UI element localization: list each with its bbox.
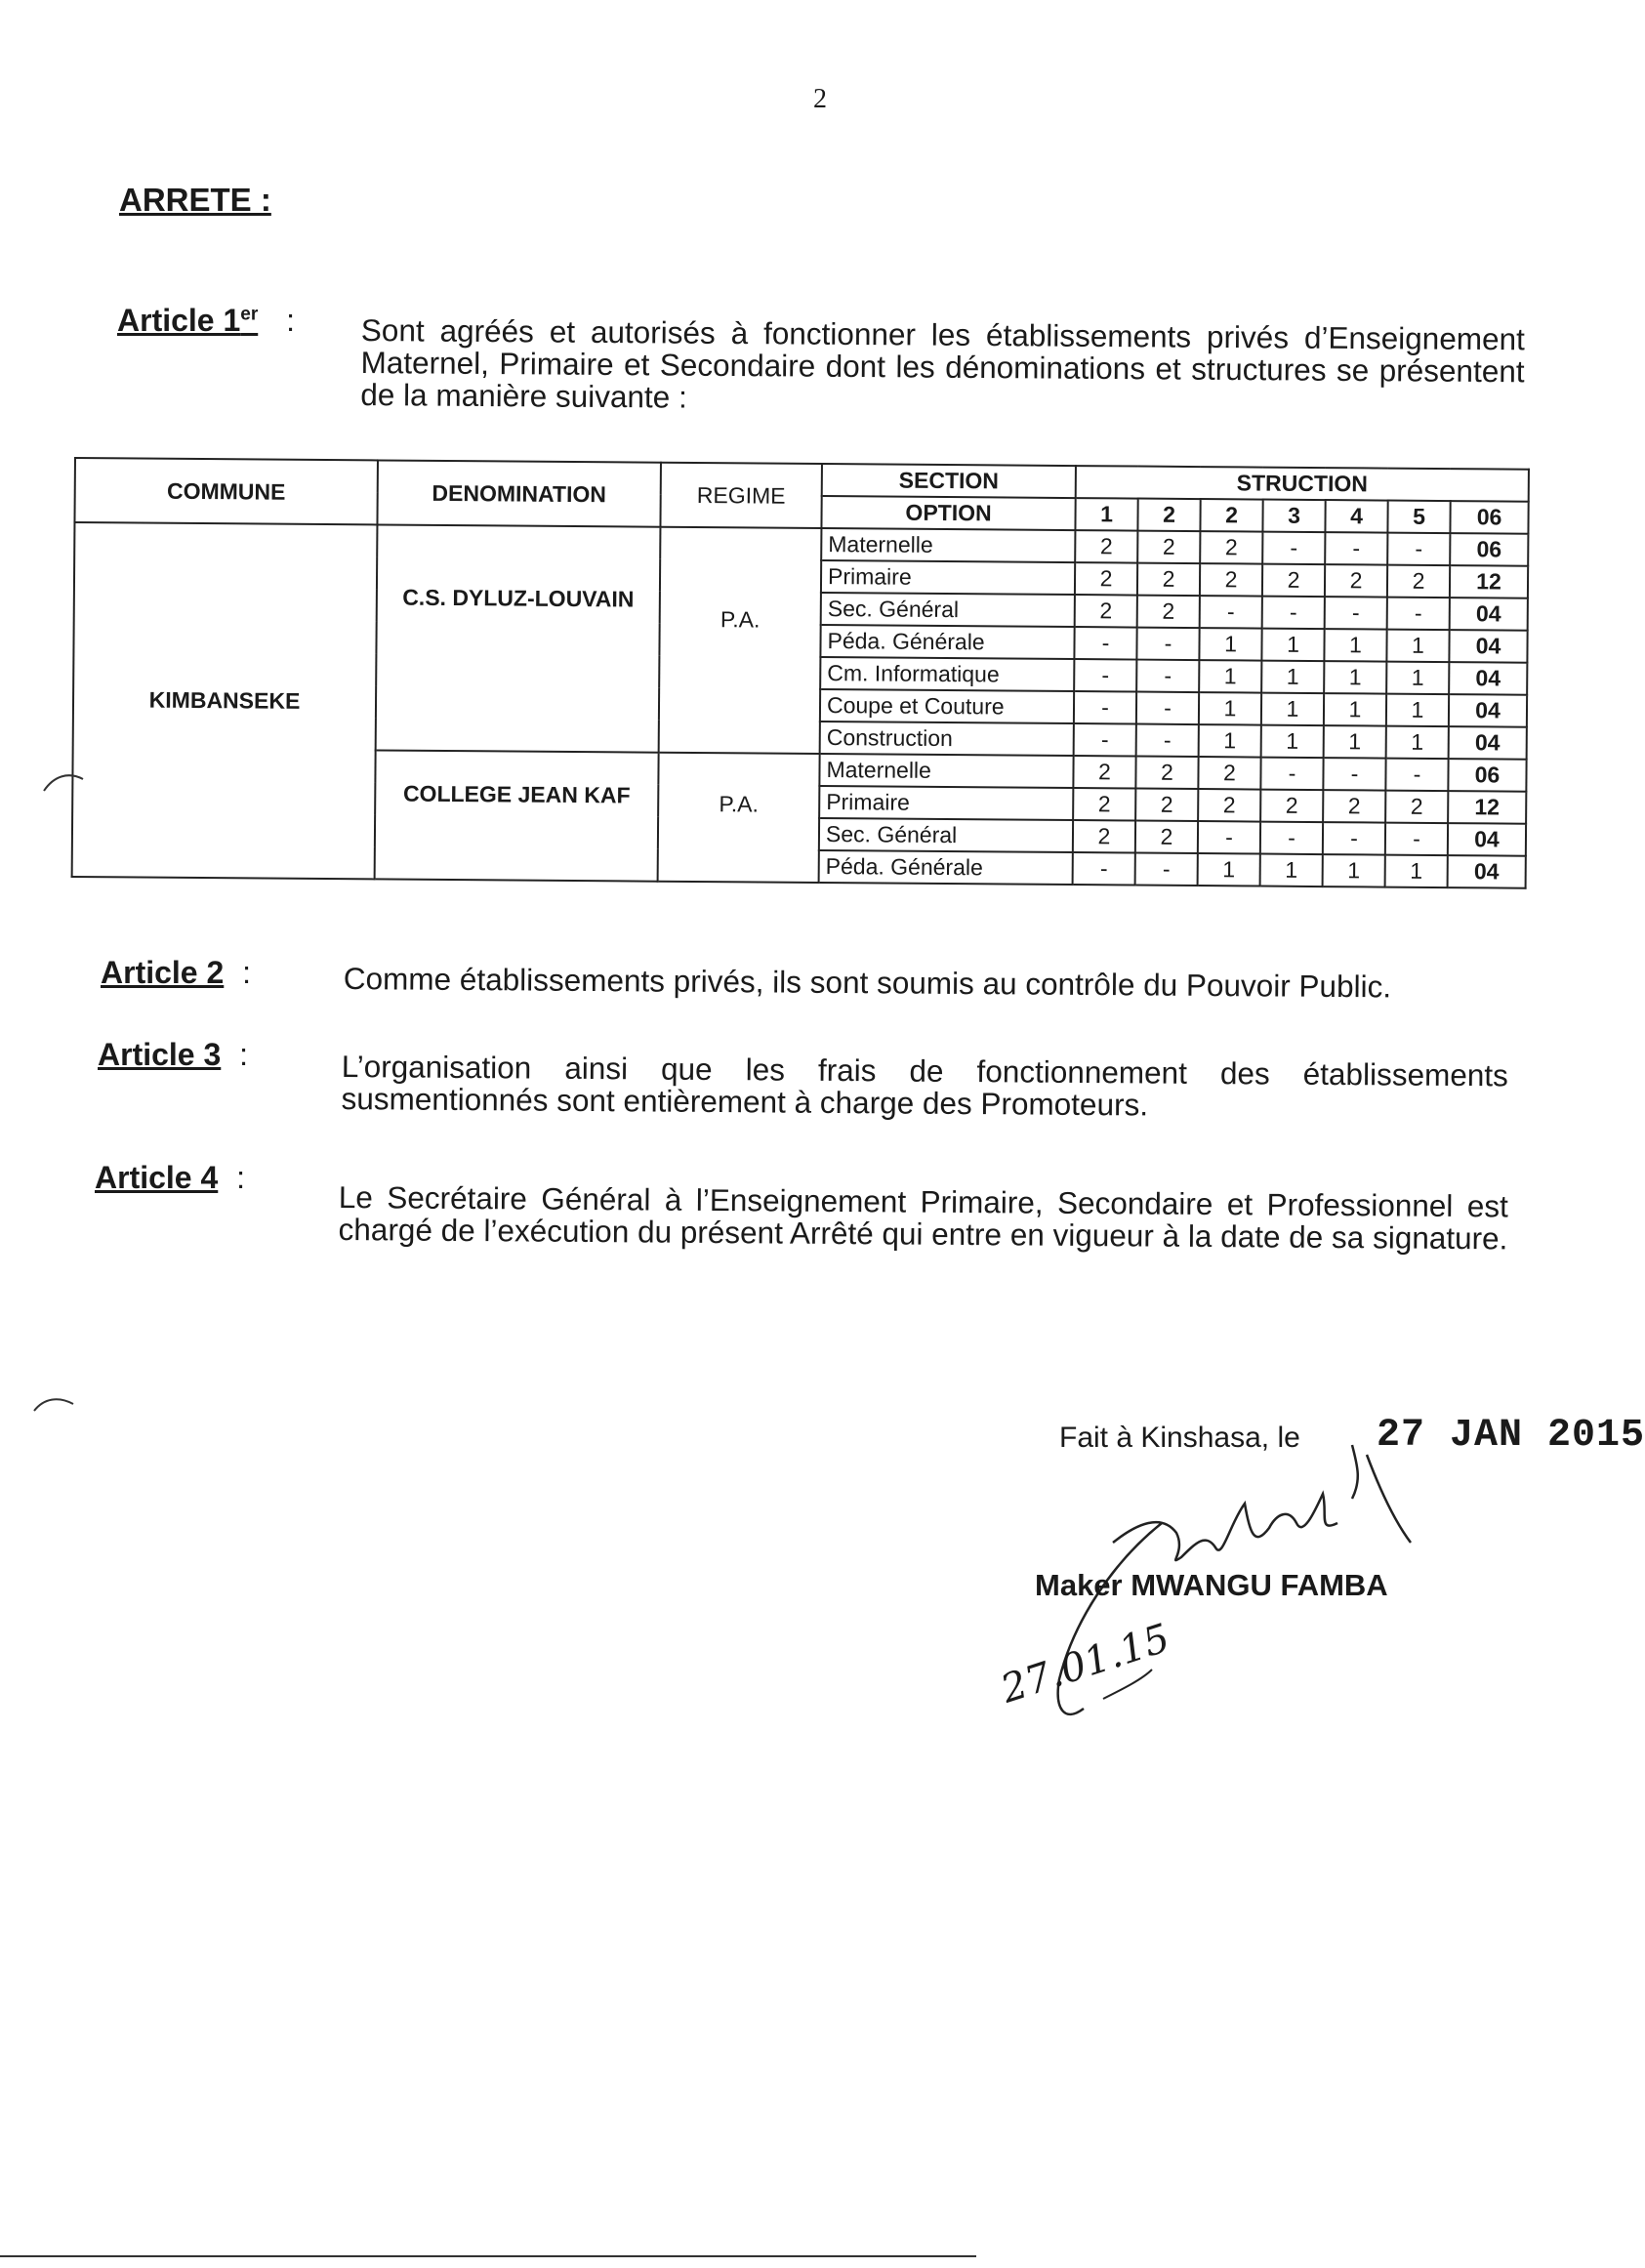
level-value-cell: 2	[1135, 757, 1198, 790]
article-1-label-sup: er	[240, 304, 259, 325]
article-1-label	[117, 303, 295, 339]
article-1-text: Sont agréés et autorisés à fonctionner les établissements privés d’Enseignement Maternel, Primaire et Secondaire dont les dénominations et structures se présentent de la manière suivante :	[360, 312, 1525, 415]
header-level: 5	[1387, 501, 1450, 534]
level-value-cell: -	[1325, 532, 1387, 565]
header-level: 06	[1450, 501, 1528, 534]
level-value-cell: 2	[1200, 531, 1262, 564]
option-cell: Sec. Général	[819, 818, 1073, 852]
total-cell: 04	[1449, 726, 1527, 760]
level-value-cell: -	[1387, 598, 1450, 631]
article-4-colon: :	[236, 1160, 246, 1195]
option-cell: Péda. Générale	[820, 625, 1074, 659]
level-value-cell: 1	[1386, 662, 1449, 695]
level-value-cell: 1	[1323, 854, 1385, 887]
level-value-cell: 2	[1135, 821, 1198, 854]
level-value-cell: -	[1074, 659, 1136, 692]
level-value-cell: 2	[1198, 789, 1260, 822]
header-commune: COMMUNE	[74, 458, 378, 524]
header-level: 4	[1325, 500, 1387, 533]
handwritten-date: 27.01.15	[996, 1615, 1175, 1712]
level-value-cell: 2	[1198, 757, 1260, 790]
article-4-label-text: Article 4	[95, 1160, 219, 1195]
level-value-cell: 1	[1261, 629, 1324, 662]
level-value-cell: 1	[1199, 660, 1261, 693]
regime-cell: P.A.	[659, 527, 822, 754]
total-cell: 04	[1449, 662, 1527, 695]
level-value-cell: 1	[1324, 693, 1386, 726]
article-3-colon: :	[239, 1037, 249, 1072]
level-value-cell: 1	[1199, 692, 1261, 725]
signatory-name: Maker MWANGU FAMBA	[1035, 1568, 1388, 1602]
article-3-label	[98, 1037, 248, 1073]
level-value-cell: 1	[1386, 694, 1449, 727]
header-regime: REGIME	[660, 463, 822, 528]
level-value-cell: 2	[1073, 788, 1135, 821]
level-value-cell: 1	[1324, 725, 1386, 759]
level-value-cell: 1	[1385, 855, 1448, 888]
total-cell: 04	[1450, 598, 1528, 631]
option-cell: Cm. Informatique	[820, 657, 1074, 691]
level-value-cell: 2	[1385, 791, 1448, 824]
level-value-cell: -	[1260, 758, 1323, 791]
option-cell: Primaire	[821, 560, 1075, 595]
option-cell: Primaire	[819, 786, 1073, 820]
place-date: Fait à Kinshasa, le	[1059, 1422, 1300, 1454]
level-value-cell: -	[1385, 759, 1448, 792]
level-value-cell: -	[1136, 692, 1199, 725]
level-value-cell: -	[1323, 758, 1385, 791]
structure-table-container	[71, 457, 1530, 889]
regime-cell: P.A.	[658, 753, 820, 883]
article-4-label	[95, 1160, 245, 1196]
header-level: 2	[1137, 499, 1200, 532]
level-value-cell: 2	[1075, 595, 1137, 628]
level-value-cell: 2	[1075, 530, 1137, 563]
total-cell: 06	[1450, 533, 1528, 566]
school-name-cell: C.S. DYLUZ-LOUVAIN	[376, 524, 661, 752]
level-value-cell: 2	[1075, 562, 1137, 596]
level-value-cell: 2	[1323, 790, 1385, 823]
total-cell: 04	[1448, 823, 1526, 856]
level-value-cell: 2	[1260, 790, 1323, 823]
level-value-cell: -	[1262, 597, 1325, 630]
bottom-rule	[0, 2255, 976, 2257]
level-value-cell: 2	[1135, 789, 1198, 822]
level-value-cell: -	[1074, 627, 1136, 660]
article-1-label-text: Article 1	[117, 303, 241, 338]
level-value-cell: -	[1073, 852, 1135, 886]
level-value-cell: 1	[1260, 854, 1323, 887]
document-heading: ARRETE :	[119, 182, 271, 218]
level-value-cell: 1	[1199, 628, 1261, 661]
article-3-text: L’organisation ainsi que les frais de fonctionnement des établissements susmentionnés sont entièrement à charge des Promoteurs.	[341, 1049, 1508, 1123]
option-cell: Sec. Général	[821, 593, 1075, 627]
level-value-cell: -	[1135, 853, 1198, 887]
level-value-cell: -	[1385, 823, 1448, 856]
level-value-cell: 2	[1137, 596, 1200, 629]
level-value-cell: 1	[1324, 629, 1386, 662]
level-value-cell: 1	[1261, 693, 1324, 726]
level-value-cell: -	[1136, 628, 1199, 661]
level-value-cell: 1	[1261, 725, 1324, 759]
level-value-cell: -	[1136, 724, 1199, 758]
margin-mark-icon	[39, 762, 88, 801]
option-cell: Coupe et Couture	[820, 689, 1074, 723]
option-cell: Maternelle	[819, 754, 1073, 788]
school-name-cell: COLLEGE JEAN KAF	[375, 750, 659, 881]
article-2-label-text: Article 2	[101, 955, 225, 990]
option-cell: Maternelle	[821, 528, 1075, 562]
header-level: 2	[1200, 499, 1262, 532]
page-number: 2	[813, 84, 827, 114]
total-cell: 04	[1449, 694, 1527, 727]
header-option: OPTION	[821, 496, 1075, 530]
header-section: SECTION	[822, 464, 1076, 498]
level-value-cell: 2	[1073, 820, 1135, 853]
total-cell: 04	[1448, 855, 1526, 888]
total-cell: 04	[1449, 630, 1527, 663]
level-value-cell: 1	[1386, 726, 1449, 760]
level-value-cell: 2	[1073, 756, 1135, 789]
structure-table	[71, 457, 1530, 889]
level-value-cell: -	[1136, 660, 1199, 693]
level-value-cell: 2	[1262, 564, 1325, 598]
header-level: 1	[1075, 498, 1137, 531]
level-value-cell: -	[1260, 822, 1323, 855]
level-value-cell: 2	[1137, 563, 1200, 597]
article-1-colon: :	[286, 303, 296, 338]
level-value-cell: 2	[1137, 531, 1200, 564]
level-value-cell: -	[1387, 533, 1450, 566]
commune-cell: KIMBANSEKE	[72, 522, 378, 879]
level-value-cell: -	[1325, 597, 1387, 630]
level-value-cell: -	[1323, 822, 1385, 855]
article-2-label	[101, 955, 251, 991]
total-cell: 12	[1448, 791, 1526, 824]
level-value-cell: 1	[1198, 853, 1260, 887]
option-cell: Péda. Générale	[819, 850, 1073, 885]
signature-block	[996, 1406, 1645, 1757]
level-value-cell: -	[1200, 596, 1262, 629]
level-value-cell: 2	[1200, 563, 1262, 597]
level-value-cell: -	[1262, 532, 1325, 565]
level-value-cell: 1	[1261, 661, 1324, 694]
header-level: 3	[1262, 500, 1325, 533]
article-3-label-text: Article 3	[98, 1037, 222, 1072]
header-denomination: DENOMINATION	[377, 460, 661, 526]
article-2-colon: :	[242, 955, 252, 990]
date-stamp: 27 JAN 2015	[1377, 1414, 1645, 1458]
level-value-cell: -	[1074, 691, 1136, 724]
level-value-cell: 1	[1199, 724, 1261, 758]
article-2-text: Comme établissements privés, ils sont soumis au contrôle du Pouvoir Public.	[343, 961, 1392, 1005]
article-4-text: Le Secrétaire Général à l’Enseignement Primaire, Secondaire et Professionnel est chargé de l’exécution du présent Arrêté qui entre en vigueur à la date de sa signature.	[338, 1179, 1508, 1257]
level-value-cell: 2	[1325, 564, 1387, 598]
margin-mark-icon	[29, 1386, 78, 1425]
level-value-cell: -	[1074, 723, 1136, 757]
option-cell: Construction	[820, 722, 1074, 756]
header-struction: STRUCTION	[1076, 466, 1529, 502]
total-cell: 06	[1448, 759, 1526, 792]
total-cell: 12	[1450, 565, 1528, 598]
level-value-cell: 1	[1386, 630, 1449, 663]
level-value-cell: 1	[1324, 661, 1386, 694]
level-value-cell: 2	[1387, 565, 1450, 598]
level-value-cell: -	[1198, 821, 1260, 854]
